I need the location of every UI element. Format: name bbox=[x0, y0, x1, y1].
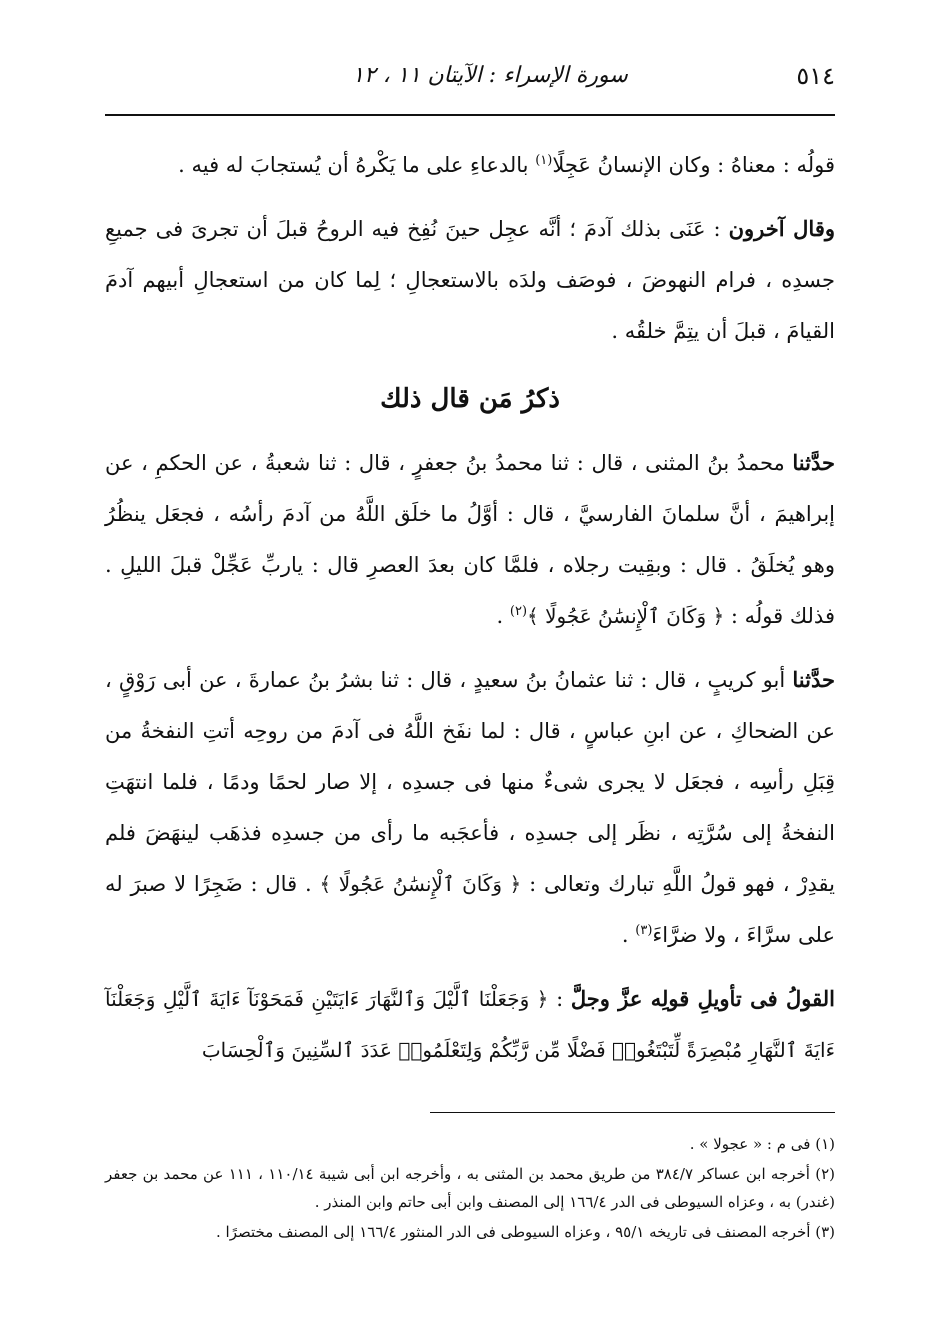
paragraph-text: بالدعاءِ على ما يَكْرهُ أن يُستجابَ له فيه . bbox=[178, 153, 536, 177]
main-text bbox=[105, 140, 835, 1088]
quran-quote: ﴿ وَكَانَ ٱلْإِنسَٰنُ عَجُولًا ﴾ bbox=[319, 872, 522, 896]
quran-verse: ﴿ وَجَعَلْنَا ٱلَّيْلَ وَٱلنَّهَارَ ءَايَتَيْنِ فَمَحَوْنَآ ءَايَةَ ٱلَّيْلِ وَجَعَلْنَآ ءَايَةَ ٱلنَّهَارِ مُبْصِرَةً لِّتَبْتَغُوا۟ فَضْلًا مِّن رَّبِّكُمْ وَلِتَعْلَمُوا۟ عَدَدَ ٱلسِّنِينَ وَٱلْحِسَابَ bbox=[105, 987, 835, 1062]
tafsir-verse-paragraph bbox=[105, 973, 835, 1076]
paragraph-text: قولُه : معناهُ : وكان الإنسانُ عَجِلًا bbox=[552, 153, 835, 177]
page-header bbox=[105, 58, 835, 102]
footnote-2: (٢) أخرجه ابن عساكر ٣٨٤/٧ من طريق محمد بن المثنى به ، وأخرجه ابن أبى شيبة ١١٠/١٤ ، ١١١ عن محمد بن جعفر (غندر) به ، وعزاه السيوطى فى الدر ١٦٦/٤ إلى المصنف وابن أبى حاتم وابن المنذر . bbox=[105, 1165, 835, 1211]
hadith-lead: حدَّثنا bbox=[792, 667, 835, 692]
footnotes bbox=[105, 1130, 835, 1248]
paragraph-1 bbox=[105, 140, 835, 191]
tafsir-text: : bbox=[548, 987, 571, 1011]
hadith-text-continued: . قال : ضَجِرًا لا صبرَ له على سرَّاءَ ، ولا ضرَّاءَ bbox=[105, 872, 835, 947]
hadith-1 bbox=[105, 437, 835, 642]
paragraph-text: : عَنَى بذلك آدمَ ؛ أنَّه عجِل حينَ نُفِخ فيه الروحُ قبلَ أن تجرىَ فى جميعِ جسدِه ، فرام النهوضَ ، فوصَف ولدَه بالاستعجالِ ؛ لِما كان من استعجالِ أبيهم آدمَ القيامَ ، قبلَ أن يتِمَّ خلقُه . bbox=[105, 217, 835, 343]
footnote-rule bbox=[430, 1112, 835, 1113]
hadith-tail: . bbox=[621, 923, 636, 947]
hadith-lead: حدَّثنا bbox=[792, 450, 835, 475]
paragraph-2 bbox=[105, 203, 835, 357]
header-rule bbox=[105, 114, 835, 116]
hadith-tail: . bbox=[496, 604, 510, 628]
hadith-text: أبو كريبٍ ، قال : ثنا عثمانُ بنُ سعيدٍ ، قال : ثنا بشرُ بنُ عمارةَ ، عن أبى رَوْقٍ ، عن الضحاكِ ، عن ابنِ عباسٍ ، قال : لما نفَخ اللَّهُ فى آدمَ من روحِه أتتِ النفخةُ من قِبَلِ رأسِه ، فجعَل لا يجرى شىءٌ منها فى جسدِه ، إلا صار لحمًا ودمًا ، فلما انتهَتِ النفخةُ إلى سُرَّتِه ، نظَر إلى جسدِه ، فأعجَبه ما رأى من جسدِه فذهَب لينهَضَ فلم يقدِرْ ، فهو قولُ اللَّهِ تبارك وتعالى : bbox=[105, 668, 835, 896]
tafsir-lead: القولُ فى تأويلِ قولِه عزَّ وجلَّ bbox=[570, 986, 836, 1011]
paragraph-lead: وقال آخرون bbox=[728, 216, 835, 241]
section-heading: ذكرُ مَن قال ذلك bbox=[380, 384, 560, 414]
page-number: ٥١٤ bbox=[796, 62, 835, 90]
footnote-ref-1: (١) bbox=[535, 153, 553, 168]
footnote-1: (١) فى م : « عجولا » . bbox=[689, 1135, 835, 1153]
footnote-3: (٣) أخرجه المصنف فى تاريخه ٩٥/١ ، وعزاه السيوطى فى الدر المنثور ١٦٦/٤ إلى المصنف مختصرًا . bbox=[216, 1223, 835, 1241]
hadith-2 bbox=[105, 654, 835, 961]
quran-quote: ﴿ وَكَانَ ٱلْإِنسَٰنُ عَجُولًا ﴾ bbox=[527, 604, 725, 628]
hadith-text: محمدُ بنُ المثنى ، قال : ثنا محمدُ بنُ جعفرٍ ، قال : ثنا شعبةُ ، عن الحكمِ ، عن إبراهيمَ ، أنَّ سلمانَ الفارسيَّ ، قال : أوَّلُ ما خلَق اللَّهُ من آدمَ رأسُه ، فجعَل ينظُرُ وهو يُخلَقُ . قال : وبقِيت رجلاه ، فلمَّا كان بعدَ العصرِ قال : ياربِّ عَجِّلْ قبلَ الليلِ . فذلك قولُه : bbox=[105, 451, 835, 628]
footnote-ref-2: (٢) bbox=[509, 604, 528, 619]
running-title: سورة الإسراء : الآيتان ١١ ، ١٢ bbox=[352, 63, 628, 88]
footnote-ref-3: (٣) bbox=[635, 923, 653, 938]
